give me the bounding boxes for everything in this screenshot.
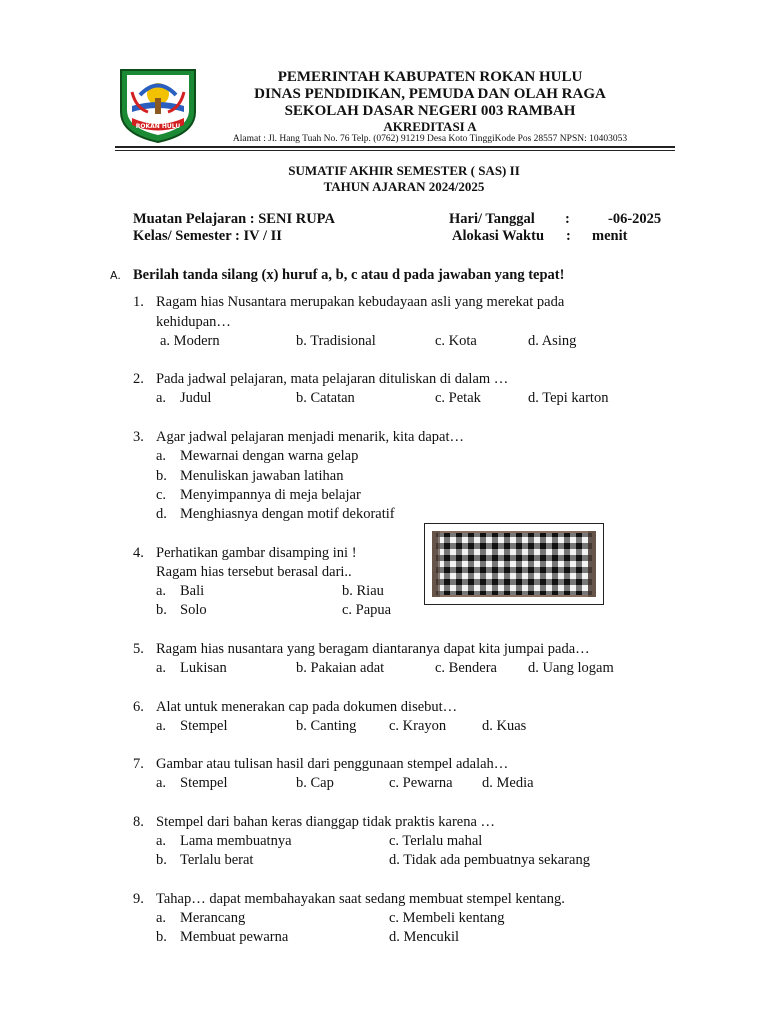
option-letter: a. [156,833,167,849]
exam-year: TAHUN AJARAN 2024/2025 [323,179,485,194]
question-text: Perhatikan gambar disamping ini ! [156,545,357,561]
question-text: Agar jadwal pelajaran menjadi menarik, kita dapat… [156,429,464,445]
header-school: SEKOLAH DASAR NEGERI 003 RAMBAH [284,103,576,119]
option-letter: a. [156,660,167,676]
subject-label: Muatan Pelajaran : SENI RUPA [133,211,335,227]
question-number: 7. [133,756,144,772]
option: b. Canting [296,718,357,734]
option: c. Krayon [389,718,447,734]
option: d. Asing [528,333,577,349]
option: c. Petak [435,390,481,406]
option: d. Tidak ada pembuatnya sekarang [389,852,590,868]
question-number: 9. [133,891,144,907]
question-number: 3. [133,429,144,445]
option-letter: a. [156,583,167,599]
question-text: Tahap… dapat membahayakan saat sedang membuat stempel kentang. [156,891,565,907]
question-number: 4. [133,545,144,561]
option-letter: d. [156,506,167,522]
option: Merancang [180,910,246,926]
date-value: -06-2025 [608,211,662,227]
header-department: DINAS PENDIDIKAN, PEMUDA DAN OLAH RAGA [254,86,606,102]
option: c. Pewarna [389,775,453,791]
option: c. Terlalu mahal [389,833,483,849]
date-colon: : [565,211,570,227]
question-text-cont: Ragam hias tersebut berasal dari.. [156,564,352,580]
exam-title: SUMATIF AKHIR SEMESTER ( SAS) II [288,163,520,178]
class-label: Kelas/ Semester : IV / II [133,228,282,244]
option: Terlalu berat [180,852,254,868]
header-divider [115,146,675,148]
option: d. Kuas [482,718,527,734]
option: d. Mencukil [389,929,460,945]
section-letter: A. [110,269,121,282]
option: c. Papua [342,602,392,618]
header-accreditation: AKREDITASI A [383,119,477,134]
option-letter: c. [156,487,167,503]
option-letter: a. [156,775,167,791]
option-letter: b. [156,468,167,484]
option: Menuliskan jawaban latihan [180,468,344,484]
option: c. Bendera [435,660,497,676]
option: b. Pakaian adat [296,660,385,676]
option: Menghiasnya dengan motif dekoratif [180,506,395,522]
option-letter: a. [156,910,167,926]
option: a. Modern [160,333,220,349]
district-logo [118,68,198,144]
option: Lukisan [180,660,227,676]
option: d. Tepi karton [528,390,609,406]
question-number: 2. [133,371,144,387]
question-number: 5. [133,641,144,657]
option: c. Membeli kentang [389,910,505,926]
option-letter: b. [156,852,167,868]
question-number: 1. [133,294,144,310]
option: Bali [180,583,205,599]
question-text: Pada jadwal pelajaran, mata pelajaran dituliskan di dalam … [156,371,509,387]
question-number: 6. [133,699,144,715]
question-text-cont: kehidupan… [156,314,231,330]
option: c. Kota [435,333,477,349]
question-text: Alat untuk menerakan cap pada dokumen disebut… [156,699,458,715]
option: b. Cap [296,775,334,791]
question-text: Stempel dari bahan keras dianggap tidak praktis karena … [156,814,496,830]
option: Solo [180,602,207,618]
pattern-photo [424,523,604,605]
option: Menyimpannya di meja belajar [180,487,361,503]
option-letter: b. [156,602,167,618]
option: Stempel [180,775,228,791]
question-text: Ragam hias Nusantara merupakan kebudayaan asli yang merekat pada [156,294,565,310]
option-letter: a. [156,718,167,734]
logo-text: ROKAN HULU [135,123,181,130]
option: Mewarnai dengan warna gelap [180,448,359,464]
date-label: Hari/ Tanggal [449,211,535,227]
section-instruction: Berilah tanda silang (x) huruf a, b, c atau d pada jawaban yang tepat! [133,267,565,283]
option: Lama membuatnya [180,833,292,849]
question-text: Ragam hias nusantara yang beragam diantaranya dapat kita jumpai pada… [156,641,590,657]
option: Stempel [180,718,228,734]
header-divider-thin [115,150,675,151]
option: d. Uang logam [528,660,614,676]
question-text: Gambar atau tulisan hasil dari penggunaan stempel adalah… [156,756,509,772]
option: Membuat pewarna [180,929,289,945]
option-letter: b. [156,929,167,945]
question-number: 8. [133,814,144,830]
option: b. Catatan [296,390,355,406]
option: d. Media [482,775,534,791]
header-government: PEMERINTAH KABUPATEN ROKAN HULU [277,69,583,85]
option: b. Riau [342,583,384,599]
header-address: Alamat : Jl. Hang Tuah No. 76 Telp. (0762) 91219 Desa Koto TinggiKode Pos 28557 NPSN: 10403053 [232,134,628,144]
option-letter: a. [156,390,167,406]
option-letter: a. [156,448,167,464]
duration-value: menit [592,228,628,244]
duration-label: Alokasi Waktu [452,228,545,244]
option: Judul [180,390,212,406]
duration-colon: : [566,228,571,244]
option: b. Tradisional [296,333,376,349]
